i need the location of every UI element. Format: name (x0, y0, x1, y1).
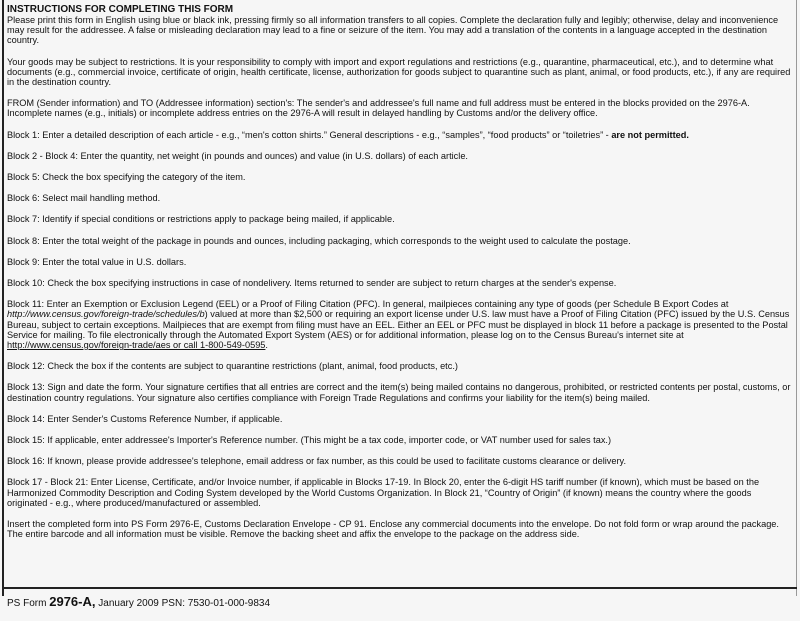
census-aes-link[interactable]: http://www.census.gov/foreign-trade/aes or call 1-800-549-0595 (7, 340, 266, 351)
form-number: 2976-A, (49, 594, 96, 609)
left-border-rule (2, 0, 4, 596)
block11-instruction (7, 299, 792, 350)
block10-instruction: Block 10: Check the box specifying instructions in case of nondelivery. Items returned to sender are subject to return charges at the sender's expense. (7, 278, 617, 289)
form-footer (7, 595, 270, 611)
block12-instruction: Block 12: Check the box if the contents are subject to quarantine restrictions (plant, animal, food products, etc.) (7, 361, 458, 372)
footer-divider (2, 587, 797, 589)
right-border-rule (796, 0, 797, 596)
schedule-b-link[interactable]: http://www.census.gov/foreign-trade/schedules/b (7, 309, 205, 320)
block15-instruction: Block 15: If applicable, enter addressee's Importer's Reference number. (This might be a tax code, importer code, or VAT number used for sales tax.) (7, 435, 612, 446)
instructions-content (7, 4, 792, 551)
intro-paragraph: Please print this form in English using blue or black ink, pressing firmly so all information transfers to all copies. Complete the declaration fully and legibly; otherwise, delay and inconvenience may result for the addressee. A false or misleading declaration may lead to a fine or seizure of the item. You may add a translation of the contents in a language accepted in the destination country. (7, 15, 779, 46)
footer-date-psn: January 2009 PSN: 7530-01-000-9834 (95, 598, 271, 609)
block11-text-c: . (265, 340, 268, 351)
goods-restrictions-paragraph: Your goods may be subject to restrictions. It is your responsibility to comply with import and export regulations and restrictions (e.g., quarantine, pharmaceutical, etc.), and to determine what documents (e.g., commercial invoice, certificate of origin, health certificate, license, authorization for goods subject to quarantine such as plant, animal, or food products, etc.), if any are required in the destination country. (7, 56, 791, 88)
instructions-title: INSTRUCTIONS FOR COMPLETING THIS FORM (7, 4, 234, 15)
block14-instruction: Block 14: Enter Sender's Customs Reference Number, if applicable. (7, 413, 283, 424)
block5-instruction: Block 5: Check the box specifying the category of the item. (7, 172, 246, 183)
block17-21-instruction: Block 17 - Block 21: Enter License, Certificate, and/or Invoice number, if applicable in Blocks 17-19. In Block 20, enter the 6-digit HS tariff number (if known), which must be based on the Harmonized Commodity Description and Coding System developed by the World Customs Organization. In Block 21, “Country of Origin” (if known) means the country where the goods originated - e.g., where produced/manufactured or assembled. (7, 477, 760, 508)
from-to-paragraph: FROM (Sender information) and TO (Addressee information) section's: The sender's and addressee's full name and full address must be entered in the blocks provided on the 2976-A. Incomplete names (e.g., initials) or incomplete address entries on the 2976-A will result in delayed handling by Customs and/or the delivery office. (7, 98, 750, 119)
block1-emphasis: are not permitted. (611, 129, 689, 140)
insert-paragraph: Insert the completed form into PS Form 2976-E, Customs Declaration Envelope - CP 91. Enclose any commercial documents into the envelope. Do not fold form or wrap around the package. The entire barcode and all information must be visible. Remove the backing sheet and affix the envelope to the package on the address side. (7, 519, 779, 540)
block1-text: Block 1: Enter a detailed description of each article - e.g., “men's cotton shirts.” General descriptions - e.g., “samples”, “food products” or “toiletries” - (7, 129, 612, 140)
block11-text-b: ) valued at more than $2,500 or requiring an export license under U.S. law must have a Proof of Filing Citation (PFC) issued by the U.S. Census Bureau, subject to certain exceptions. Mailpieces that are exempt from filing must have an EEL. Either an EEL or PFC must be displayed in block 11 before a package is presented to the Postal Service for mailing. To file electronically through the Automated Export System (AES) or for additional information, please log on to the Census Bureau's internet site at (7, 309, 790, 340)
block11-text-a: Block 11: Enter an Exemption or Exclusion Legend (EEL) or a Proof of Filing Citation (PFC). In general, mailpieces containing any type of goods (per Schedule B Export Codes at (7, 299, 729, 310)
block7-instruction: Block 7: Identify if special conditions or restrictions apply to package being mailed, if applicable. (7, 214, 395, 225)
block13-instruction: Block 13: Sign and date the form. Your signature certifies that all entries are correct and the item(s) being mailed contains no dangerous, prohibited, or restricted contents per postal, customs, or destination country regulations. Your signature also certifies compliance with Foreign Trade Regulations and confirms your liability for the item(s) being mailed. (7, 382, 791, 403)
block1-instruction (7, 130, 792, 140)
block16-instruction: Block 16: If known, please provide addressee's telephone, email address or fax number, as this could be used to facilitate customs clearance or delivery. (7, 456, 627, 467)
block8-instruction: Block 8: Enter the total weight of the package in pounds and ounces, including packaging, which corresponds to the weight used to calculate the postage. (7, 235, 631, 246)
block2-4-instruction: Block 2 - Block 4: Enter the quantity, net weight (in pounds and ounces) and value (in U.S. dollars) of each article. (7, 150, 468, 161)
block9-instruction: Block 9: Enter the total value in U.S. dollars. (7, 256, 187, 267)
block6-instruction: Block 6: Select mail handling method. (7, 193, 161, 204)
footer-prefix: PS Form (7, 598, 50, 609)
